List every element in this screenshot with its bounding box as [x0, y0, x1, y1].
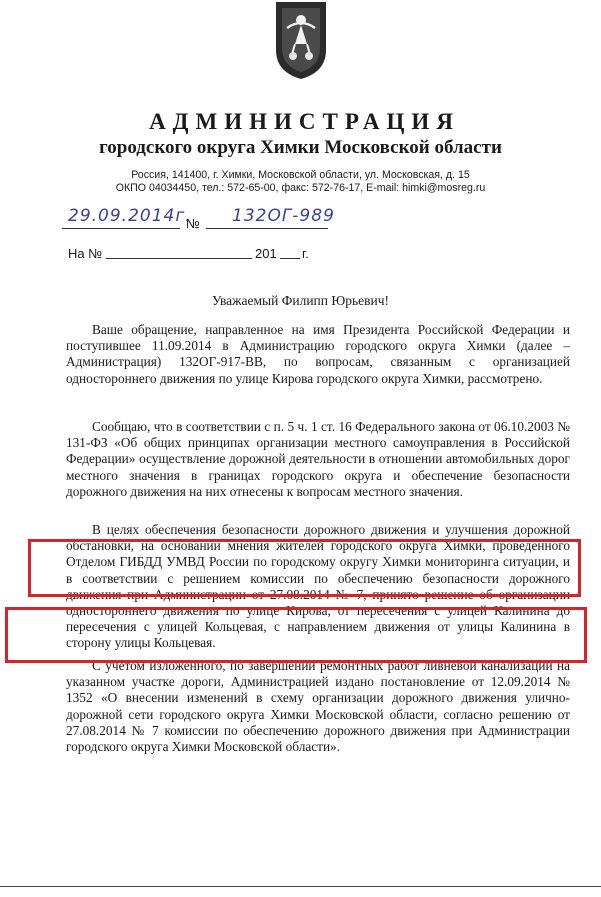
paragraph-4: С учетом изложенного, по завершении ремонтных работ ливневой канализации на указанном участке дороги, Администрацией издано постановление от 12.09.2014 № 1352 «О внесении изменений в схему организации дорожного движения улично-дорожной сети городского округа Химки Московской области, согласно решению от 27.08.2014 № 7 комиссии по обеспечению дорожного движения при Администрации городского округа Химки Московской области». — [66, 658, 570, 755]
handwritten-date: 29.09.2014г. — [68, 206, 192, 226]
paragraph-1: Ваше обращение, направленное на имя Президента Российской Федерации и поступившее 11.09.2014 в Администрацию городского округа Химки (далее – Администрация) 132ОГ-917-ВВ, по вопросам, связанным с организацией одностороннего движения по улице Кирова городского округа Химки, рассмотрено. — [66, 322, 570, 386]
coat-of-arms-emblem — [273, 0, 329, 80]
number-label: № — [186, 216, 200, 231]
year-suffix: г. — [302, 246, 309, 261]
contact-line: ОКПО 04034450, тел.: 572-65-00, факс: 572-76-17, E-mail: himki@mosreg.ru — [115, 182, 486, 194]
year-underline — [280, 258, 300, 259]
year-prefix: 201 — [255, 246, 277, 261]
date-underline — [62, 228, 180, 229]
greeting: Уважаемый Филипп Юрьевич! — [211, 293, 390, 308]
highlight-box-lower — [5, 607, 587, 663]
paragraph-2: Сообщаю, что в соответствии с п. 5 ч. 1 ст. 16 Федерального закона от 06.10.2003 № 131-ФЗ «Об общих принципах организации местного самоуправления в Российской Федерации» осуществление дорожной деятельности в отношении автомобильных дорог местного значения в границах городского округа и обеспечение безопасности дорожного движения на них отнесены к вопросам местного значения. — [66, 419, 570, 499]
organization-subtitle: городского округа Химки Московской области — [99, 137, 502, 158]
address-line: Россия, 141400, г. Химки, Московской области, ул. Московская, д. 15 — [131, 169, 470, 181]
organization-title: АДМИНИСТРАЦИЯ — [149, 109, 460, 134]
reply-to-label: На № — [68, 246, 103, 261]
highlight-box-upper — [28, 539, 581, 597]
page-bottom-divider — [0, 886, 601, 887]
paragraph-3: В целях обеспечения безопасности дорожного движения и улучшения дорожной обстановки, на основании мнения жителей городского округа Химки, проведенного Отделом ГИБДД УМВД России по городскому округу Химки мониторинга ситуации, и в соответствии с решением комиссии по обеспечению безопасности дорожного движения при Администрации от 27.08.2014 № 7, принято решение об организации одностороннего движения по улице Кирова, от пересечения с улицей Калинина до пересечения с улицей Кольцевая, с направлением движения от улицы Калинина в сторону улицы Кольцевая. — [66, 522, 570, 651]
reply-number-underline — [106, 258, 252, 259]
number-underline — [206, 228, 328, 229]
handwritten-number: 132ОГ-989 — [232, 206, 335, 226]
